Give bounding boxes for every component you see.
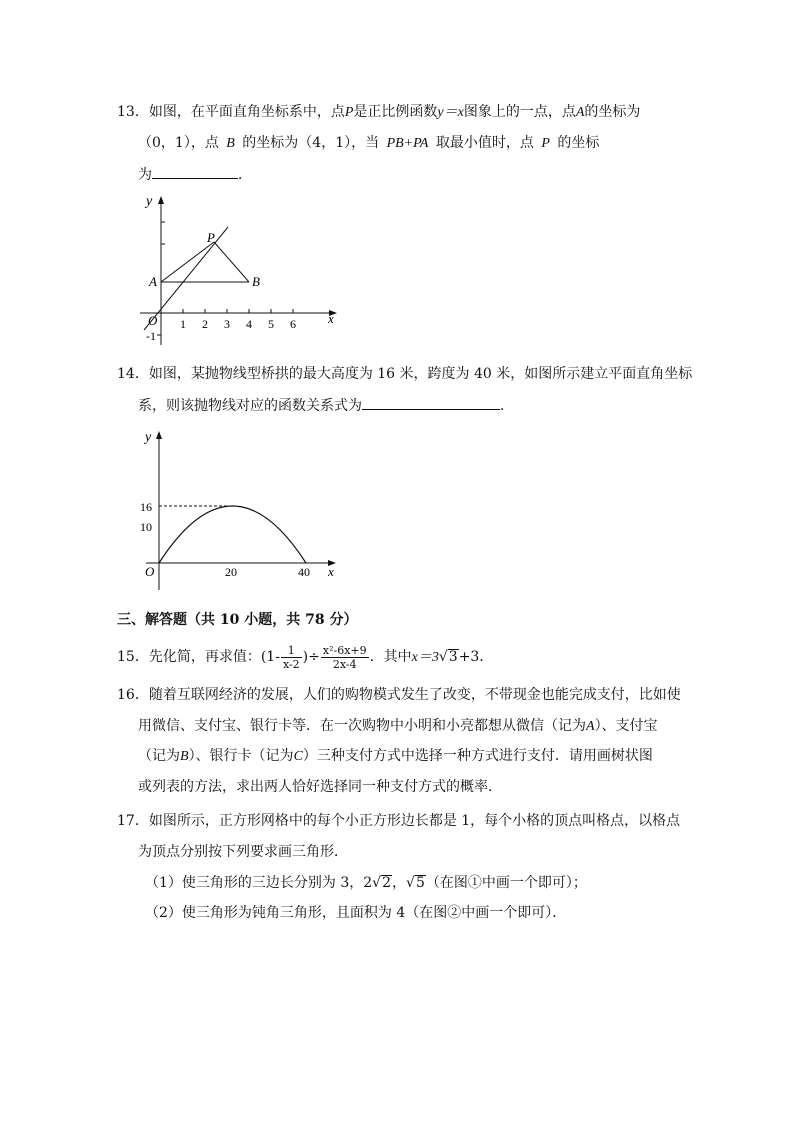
x-tick-label: 6 [290, 317, 296, 331]
q16-text: （记为 [138, 748, 180, 764]
q16-text: ）三种支付方式中选择一种方式进行支付．请用画树状图 [302, 748, 653, 764]
q17-text: ， [392, 875, 407, 891]
fraction-1 [281, 644, 302, 671]
parabola-arch [159, 506, 306, 563]
x-tick-label: 20 [225, 565, 237, 579]
q16-var-c: C [293, 749, 303, 764]
fraction-numerator: x²-6x+9 [322, 643, 367, 657]
fraction-denominator: x-2 [282, 657, 300, 671]
segment-pb [214, 242, 249, 282]
q13-var-a: A [575, 105, 585, 120]
radical-sign: √ [406, 875, 415, 891]
x-axis-label: x [328, 564, 334, 579]
q17-text: （在图①中画一个即可）； [425, 875, 587, 891]
y-axis-arrow [156, 431, 162, 439]
fraction-denominator: 2x-4 [332, 657, 357, 671]
q14-line-2 [138, 395, 514, 416]
q13-text: 13．如图，在平面直角坐标系中，点 [117, 104, 345, 120]
q13-text: 为 [138, 167, 152, 183]
radical-sign: √ [438, 649, 448, 665]
origin-label: O [148, 313, 158, 328]
q17-line-1: 17．如图所示，正方形网格中的每个小正方形边长都是 1，每个小格的顶点叫格点，以格点 [117, 813, 681, 829]
q17-line-2: 为顶点分别按下列要求画三角形． [138, 844, 348, 860]
y-tick-label: 10 [140, 520, 152, 534]
y-tick-label: -1 [146, 329, 156, 343]
origin-label: O [145, 564, 155, 579]
q15-paren: )÷ [302, 649, 320, 665]
q13-text: 的坐标 [557, 135, 600, 151]
q16-text: ）、银行卡（记为 [188, 748, 294, 764]
q15-x-value: x＝3 [411, 650, 439, 665]
q16-text: ）、支付宝 [594, 718, 658, 734]
q13-text: 的坐标为（4，1），当 [242, 135, 380, 151]
x-tick-label: 2 [202, 317, 208, 331]
point-a-label: A [149, 274, 157, 289]
q15-paren: (1- [260, 649, 280, 665]
answer-blank[interactable] [152, 164, 238, 179]
y-axis-arrow [158, 196, 164, 204]
x-axis-label: x [328, 311, 334, 326]
radicand: 5 [415, 875, 425, 891]
q14-line-1: 14．如图，某抛物线型桥拱的最大高度为 16 米，跨度为 40 米，如图所示建立平面直角坐标 [117, 366, 693, 382]
section-title: 三、解答题（共 10 小题，共 78 分） [117, 612, 358, 628]
q13-line-3 [138, 164, 252, 185]
point-b-label: B [252, 274, 260, 289]
q14-text: 系，则该抛物线对应的函数关系式为 [138, 398, 362, 414]
q13-var-b: B [226, 136, 235, 151]
q13-line-2 [138, 133, 599, 154]
q16-line-4: 或列表的方法，求出两人恰好选择同一种支付方式的概率． [138, 779, 502, 795]
x-tick-label: 4 [246, 317, 252, 331]
y-axis-label: y [145, 430, 152, 445]
q14-text: ． [500, 398, 514, 414]
q17-line-4: （2）使三角形为钝角三角形，且面积为 4（在图②中画一个即可）． [145, 905, 567, 921]
q13-var-p: P [344, 105, 354, 120]
point-p-label: P [207, 230, 215, 245]
q17-line-3 [145, 873, 587, 893]
q13-text: 的坐标为 [584, 104, 641, 120]
q13-expression: PB+PA [386, 136, 429, 151]
q13-equation: y＝x [437, 105, 464, 120]
q15-text: +3． [458, 649, 494, 665]
answer-blank[interactable] [362, 395, 500, 410]
q16-line-3 [138, 746, 653, 767]
x-tick-label: 3 [224, 317, 230, 331]
radicand: 2 [382, 875, 392, 891]
q15-text: 15．先化简，再求值： [117, 649, 261, 665]
q14-figure [140, 425, 340, 593]
q13-text: 取最小值时，点 [435, 135, 534, 151]
radicand: 3 [448, 649, 458, 665]
radical-sign: √ [372, 875, 382, 891]
x-tick-label: 40 [298, 565, 310, 579]
y-axis-label: y [146, 194, 153, 209]
q13-text: 是正比例函数 [353, 104, 438, 120]
q16-var-a: A [586, 719, 595, 734]
q13-text: 图象上的一点，点 [463, 104, 576, 120]
x-tick-label: 5 [268, 317, 274, 331]
x-tick-label: 1 [180, 317, 186, 331]
y-tick-label: 16 [140, 500, 152, 514]
q16-line-1: 16．随着互联网经济的发展，人们的购物模式发生了改变，不带现金也能完成支付，比如使 [117, 687, 681, 703]
q13-var-p: P [541, 136, 550, 151]
q16-var-b: B [180, 749, 189, 764]
q15-text: ．其中 [369, 649, 412, 665]
q13-text: （0，1），点 [138, 135, 219, 151]
q13-line-1 [117, 102, 640, 123]
q17-text: （1）使三角形的三边长分别为 3，2 [145, 875, 373, 891]
q15-line [117, 642, 493, 672]
q13-figure [130, 190, 345, 352]
q16-line-2 [138, 716, 658, 737]
fraction-numerator: 1 [281, 644, 302, 658]
fraction-2 [321, 644, 369, 671]
q16-text: 用微信、支付宝、银行卡等．在一次购物中小明和小亮都想从微信（记为 [138, 718, 586, 734]
q13-text: ． [238, 167, 252, 183]
